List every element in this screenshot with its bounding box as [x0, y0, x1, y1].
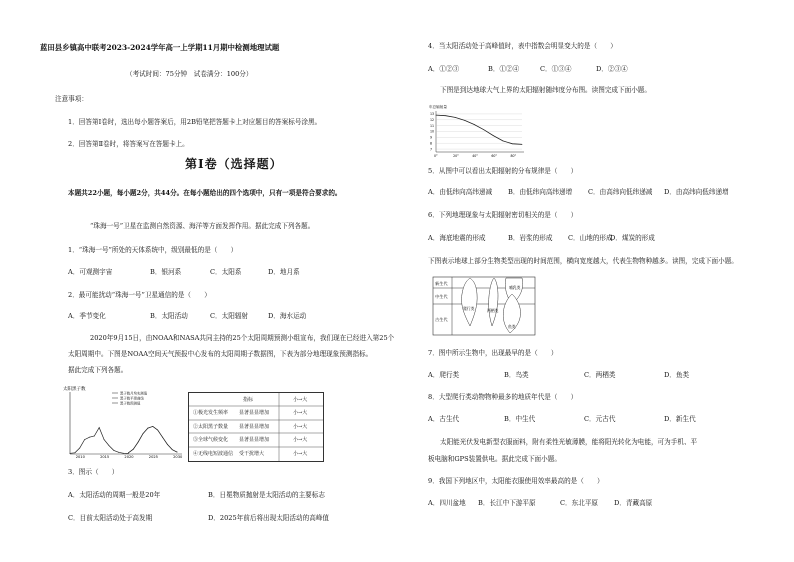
tick-labels [430, 112, 517, 158]
era-mesozoic: 中生代 [435, 294, 448, 299]
y-tick-label: 13 [430, 112, 435, 117]
data-point [84, 439, 85, 440]
series-line-0 [70, 428, 128, 454]
series-line-0 [436, 115, 522, 144]
x-tick-label: 20° [453, 154, 459, 158]
data-point [128, 453, 129, 454]
q4-option-a: A．①②③ [428, 65, 460, 73]
table-cell: 显著显显增加 [239, 410, 270, 416]
table-cell: ②太阳黑子数量 [193, 424, 229, 430]
q7-option-d: D．鱼类 [664, 371, 690, 379]
chart-legend [112, 391, 148, 406]
radiation-chart [428, 102, 528, 158]
q3-option-a: A．太阳活动的周期一般是20年 [68, 491, 161, 499]
data-point [177, 452, 178, 453]
q1-option-a: A．可观测宇宙 [68, 268, 113, 276]
q8-option-d: D．新生代 [664, 415, 696, 423]
data-point [152, 426, 153, 427]
data-point [512, 143, 513, 144]
reptile-shape [462, 278, 478, 326]
data-point [118, 452, 119, 453]
sunspot-chart [62, 384, 184, 458]
data-point [79, 448, 80, 449]
q6-option-a: A．海底地震的形成 [428, 234, 486, 242]
q2-option-a: A．季节变化 [68, 312, 106, 320]
data-point [94, 436, 95, 437]
q6-option-d: D．煤炭的形成 [610, 234, 655, 242]
q4-option-b: B．①②④ [488, 65, 520, 73]
data-point [483, 129, 484, 130]
data-point [113, 450, 114, 451]
data-point [493, 135, 494, 136]
x-tick-label: 60° [491, 154, 497, 158]
question-1: 1．“珠海一号”所处的天体系统中，级别最低的是（ ） [68, 246, 238, 254]
q6-option-b: B．岩浆的形成 [508, 234, 553, 242]
data-point [104, 439, 105, 440]
chart-title: 太阳黑子数 [63, 387, 86, 392]
q5-option-d: D．由高纬向低纬递增 [664, 188, 729, 196]
q9-option-a: A．四川盆地 [428, 499, 466, 507]
data-point [123, 453, 124, 454]
y-tick-label: 10 [430, 129, 435, 134]
q2-option-c: C．太阳辐射 [210, 312, 249, 320]
data-point [436, 115, 437, 116]
table-cell: 受干扰增大 [239, 451, 265, 457]
q3-option-d: D．2025年前后将出现太阳活动的高峰值 [208, 514, 329, 522]
q9-option-c: C．东北平原 [560, 499, 599, 507]
notice-2: 2．回答第Ⅱ卷时，将答案写在答题卡上。 [68, 140, 189, 148]
q6-option-c: C．山地的形成 [568, 234, 613, 242]
table-cell: 小→大 [293, 424, 308, 430]
era-paleozoic: 古生代 [435, 317, 448, 322]
data-point [455, 117, 456, 118]
q7-option-b: B．鸟类 [504, 371, 529, 379]
x-tick-label: 2015 [100, 455, 110, 458]
table-cell: 显著显显增加 [239, 437, 270, 443]
table-cell: ④无线电短波通信 [193, 451, 234, 457]
data-point [99, 427, 100, 428]
notice-1: 1．回答第Ⅰ卷时，选出每小题答案后，用2B铅笔把答题卡上对应题目的答案标号涂黑。 [68, 118, 322, 126]
x-tick-label: 2030 [173, 455, 183, 458]
table-cell: 小→大 [293, 437, 308, 443]
data-point [143, 433, 144, 434]
series-line-1 [128, 426, 177, 452]
legend-entry: 黑子数月均实测值 [120, 391, 148, 396]
q8-option-a: A．古生代 [428, 415, 460, 423]
data-point [474, 124, 475, 125]
data-point [162, 437, 163, 438]
data-point [128, 452, 129, 453]
evolution-chart [432, 276, 536, 336]
y-tick-label: 11 [430, 123, 435, 128]
chart-series [436, 115, 523, 145]
table-header-indicator: 指标 [243, 397, 254, 403]
q7-option-a: A．爬行类 [428, 371, 460, 379]
legend-entry: 黑子数预测值 [120, 401, 141, 406]
table-cell: 显著显显增加 [239, 424, 270, 430]
q1-option-c: C．太阳系 [210, 268, 242, 276]
q8-option-b: B．中生代 [504, 415, 536, 423]
data-point [445, 115, 446, 116]
data-point [503, 141, 504, 142]
intro-5-line-1: 太阳能光伏发电新型衣服面料，附有柔性光敏薄膜，能将阳光转化为电能，可为手机、平 [440, 438, 698, 446]
x-tick-label: 2010 [75, 455, 85, 458]
data-point [157, 430, 158, 431]
label-fish: 鱼类 [508, 324, 516, 329]
question-9: 9．我国下列地区中，太阳能衣服使用效率最高的是（ ） [428, 477, 604, 485]
question-5: 5．从图中可以看出太阳辐射的分布规律是（ ） [428, 167, 578, 175]
q9-option-b: B．长江中下游平原 [478, 499, 536, 507]
data-point [464, 120, 465, 121]
intro-2-line-1: 2020年9月15日，由NOAA和NASA共同主持的25个太阳周期预测小组宣布，我们现在已经进入第25个 [90, 334, 395, 342]
table-header-scale: 小→大 [293, 397, 308, 403]
intro-2-line-3: 据此完成下列各题。 [68, 366, 128, 374]
data-point [148, 428, 149, 429]
chart-grid [436, 114, 522, 149]
q4-option-d: D．②③④ [596, 65, 628, 73]
question-8: 8．大型爬行类动物物种最多的地质年代是（ ） [428, 393, 578, 401]
x-tick-label: 2020 [124, 455, 134, 458]
question-6: 6．下列地理现象与太阳辐射密切相关的是（ ） [428, 211, 578, 219]
data-point [172, 449, 173, 450]
data-point [74, 452, 75, 453]
chart-series [70, 426, 178, 454]
data-point [522, 144, 523, 145]
era-cenozoic: 新生代 [435, 281, 448, 286]
question-7: 7．图中所示生物中，出现最早的是（ ） [428, 349, 558, 357]
data-point [133, 449, 134, 450]
q3-option-c: C．目前太阳活动处于高发期 [68, 514, 153, 522]
q5-option-a: A．由低纬向高纬递减 [428, 188, 493, 196]
label-amphibian: 两栖类 [487, 308, 499, 313]
y-tick-label: 12 [430, 117, 435, 122]
q9-option-d: D．青藏高原 [614, 499, 653, 507]
data-point [167, 444, 168, 445]
q7-option-c: C．两栖类 [584, 371, 616, 379]
data-point [109, 445, 110, 446]
legend-entry: 黑子数平滑曲线 [120, 396, 144, 401]
q8-option-c: C．元古代 [584, 415, 616, 423]
q1-option-b: B．银河系 [150, 268, 182, 276]
x-tick-label: 80° [510, 154, 517, 158]
exam-title: 蓝田县乡镇高中联考2023-2024学年高一上学期11月期中检测地理试题 [40, 43, 280, 52]
y-tick-label: 9 [430, 135, 433, 140]
q4-option-c: C．①③④ [540, 65, 572, 73]
q2-option-d: D．海水运动 [268, 312, 307, 320]
table-cell: 小→大 [293, 410, 308, 416]
table-cell: 小→大 [293, 451, 308, 457]
data-point [70, 453, 71, 454]
x-tick-label: 40° [472, 154, 478, 158]
x-tick-labels [76, 455, 183, 458]
question-3: 3．图示（ ） [68, 468, 119, 476]
q3-option-b: B．日冕物质抛射是太阳活动的主要标志 [208, 491, 325, 499]
exam-info: （考试时间：75分钟 试卷满分：100分） [126, 70, 253, 78]
intro-3: 下图是到达地球大气上界的太阳辐射随纬度分布图。读图完成下面小题。 [440, 86, 651, 94]
x-tick-label: 0° [434, 154, 438, 158]
table-cell: ③全球气候变化 [193, 437, 229, 443]
question-4: 4．当太阳活动处于高峰值时，表中指数会明显变大的是（ ） [428, 42, 617, 50]
q5-option-c: C．由高纬向低纬递减 [588, 188, 653, 196]
label-mammal: 哺乳类 [509, 285, 521, 290]
section-desc: 本题共22小题，每小题2分，共44分。在每小题给出的四个选项中，只有一项是符合要求的。 [68, 189, 342, 197]
label-reptile: 爬行类 [463, 306, 475, 311]
data-point [89, 437, 90, 438]
section-title: 第Ⅰ卷（选择题） [185, 157, 283, 171]
q5-option-b: B．由低纬向高纬递增 [508, 188, 573, 196]
intro-1: “珠海一号”卫星在监测自然资源、海洋等方面发挥作用。据此完成下列各题。 [90, 222, 315, 230]
y-axis-label: 年总辐射量 [429, 105, 447, 109]
notice-heading: 注意事项： [55, 95, 88, 103]
q2-option-b: B．太阳活动 [150, 312, 188, 320]
indicator-table [188, 392, 324, 462]
x-tick-label: 2025 [148, 455, 158, 458]
intro-5-line-2: 板电脑和GPS装置供电。据此完成下面小题。 [428, 455, 561, 463]
intro-2-line-2: 太阳周期中。下图是NOAA空间天气预报中心发布的太阳周期子数据图，下表为部分地理现象预测指标。 [68, 350, 373, 358]
data-point [138, 442, 139, 443]
y-tick-label: 7 [430, 147, 433, 152]
y-tick-label: 8 [430, 141, 433, 146]
table-cell: ①极光发生频率 [193, 410, 229, 416]
question-2: 2．最可能扰动“珠海一号”卫星通信的是（ ） [68, 291, 211, 299]
q1-option-d: D．地月系 [268, 268, 300, 276]
amphibian-shape [489, 278, 498, 326]
intro-4: 下图表示地球上部分生物类型出现的时间范围，横向宽度越大，代表生物物种越多。读图，完成下面小题。 [428, 257, 738, 265]
